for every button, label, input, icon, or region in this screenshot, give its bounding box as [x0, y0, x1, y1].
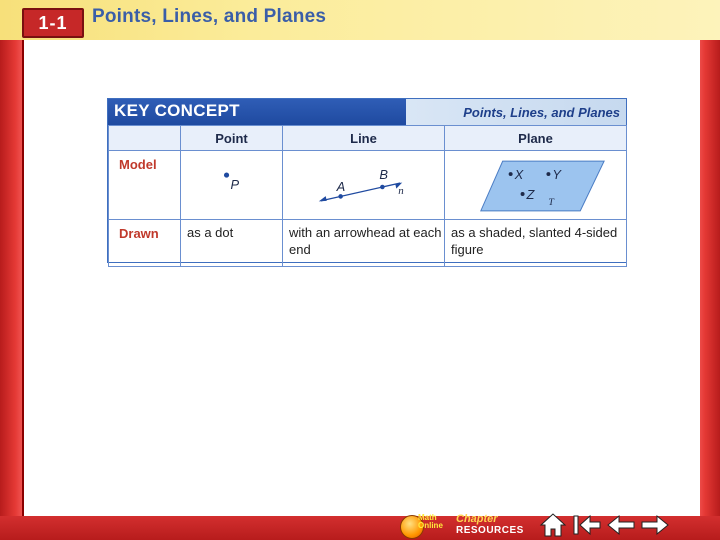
- point-label-p: P: [230, 176, 240, 192]
- point-diagram: [181, 151, 282, 219]
- line-model-cell: [283, 151, 445, 220]
- line-label-n: n: [398, 184, 404, 197]
- drawn-plane-text: as a shaded, slanted 4-sided figure: [445, 220, 627, 267]
- chapter-resources-button[interactable]: [456, 514, 524, 536]
- drawn-line-text: with an arrowhead at each end: [283, 220, 445, 267]
- plane-label-x: X: [514, 167, 524, 183]
- left-rail: [0, 40, 22, 540]
- chapter-label: Chapter: [456, 513, 498, 525]
- line-diagram: [283, 151, 444, 219]
- plane-point-z: [521, 192, 525, 196]
- line-point-a: [338, 194, 343, 199]
- lesson-title: Points, Lines, and Planes: [92, 6, 327, 27]
- math-online-label: [418, 514, 443, 530]
- row-label-model: Model: [109, 151, 181, 220]
- concept-table: [108, 125, 627, 267]
- line-label-a: A: [336, 178, 346, 194]
- key-concept-title: KEY CONCEPT: [114, 101, 240, 120]
- key-concept-box: [107, 98, 627, 263]
- column-header-line: Line: [283, 126, 445, 151]
- first-page-button[interactable]: [570, 510, 604, 540]
- right-rail: [698, 40, 720, 540]
- plane-shape: [481, 161, 604, 211]
- table-header-row: [109, 126, 627, 151]
- column-header-point: Point: [181, 126, 283, 151]
- home-icon: [539, 512, 567, 538]
- table-row-drawn: [109, 220, 627, 267]
- math-online-line1: Math: [418, 513, 437, 522]
- plane-point-y: [546, 172, 550, 176]
- back-button[interactable]: [604, 510, 638, 540]
- first-page-icon: [572, 513, 602, 537]
- left-arrowhead: [319, 196, 327, 201]
- plane-label-t: T: [548, 196, 554, 208]
- corner-cell: [109, 126, 181, 151]
- back-arrow-icon: [606, 513, 636, 537]
- plane-point-x: [509, 172, 513, 176]
- line-point-b: [380, 185, 385, 190]
- key-concept-subtitle: Points, Lines, and Planes: [406, 99, 626, 125]
- plane-diagram: [445, 151, 626, 219]
- resources-label: RESOURCES: [456, 525, 524, 536]
- plane-label-z: Z: [526, 186, 535, 202]
- plane-label-y: Y: [552, 167, 562, 183]
- drawn-point-text: as a dot: [181, 220, 283, 267]
- lesson-badge: 1-1: [22, 8, 84, 38]
- forward-arrow-icon: [640, 513, 670, 537]
- point-dot: [224, 173, 229, 178]
- footer-nav: [400, 510, 672, 540]
- line-segment: [321, 183, 404, 201]
- plane-model-cell: [445, 151, 627, 220]
- math-online-button[interactable]: [400, 511, 444, 539]
- key-concept-header: [108, 99, 626, 125]
- table-row-model: [109, 151, 627, 220]
- forward-button[interactable]: [638, 510, 672, 540]
- home-button[interactable]: [536, 510, 570, 540]
- point-model-cell: [181, 151, 283, 220]
- line-label-b: B: [379, 167, 389, 183]
- column-header-plane: Plane: [445, 126, 627, 151]
- header-band: [0, 0, 720, 40]
- row-label-drawn: Drawn: [109, 220, 181, 267]
- math-online-line2: Online: [418, 521, 443, 530]
